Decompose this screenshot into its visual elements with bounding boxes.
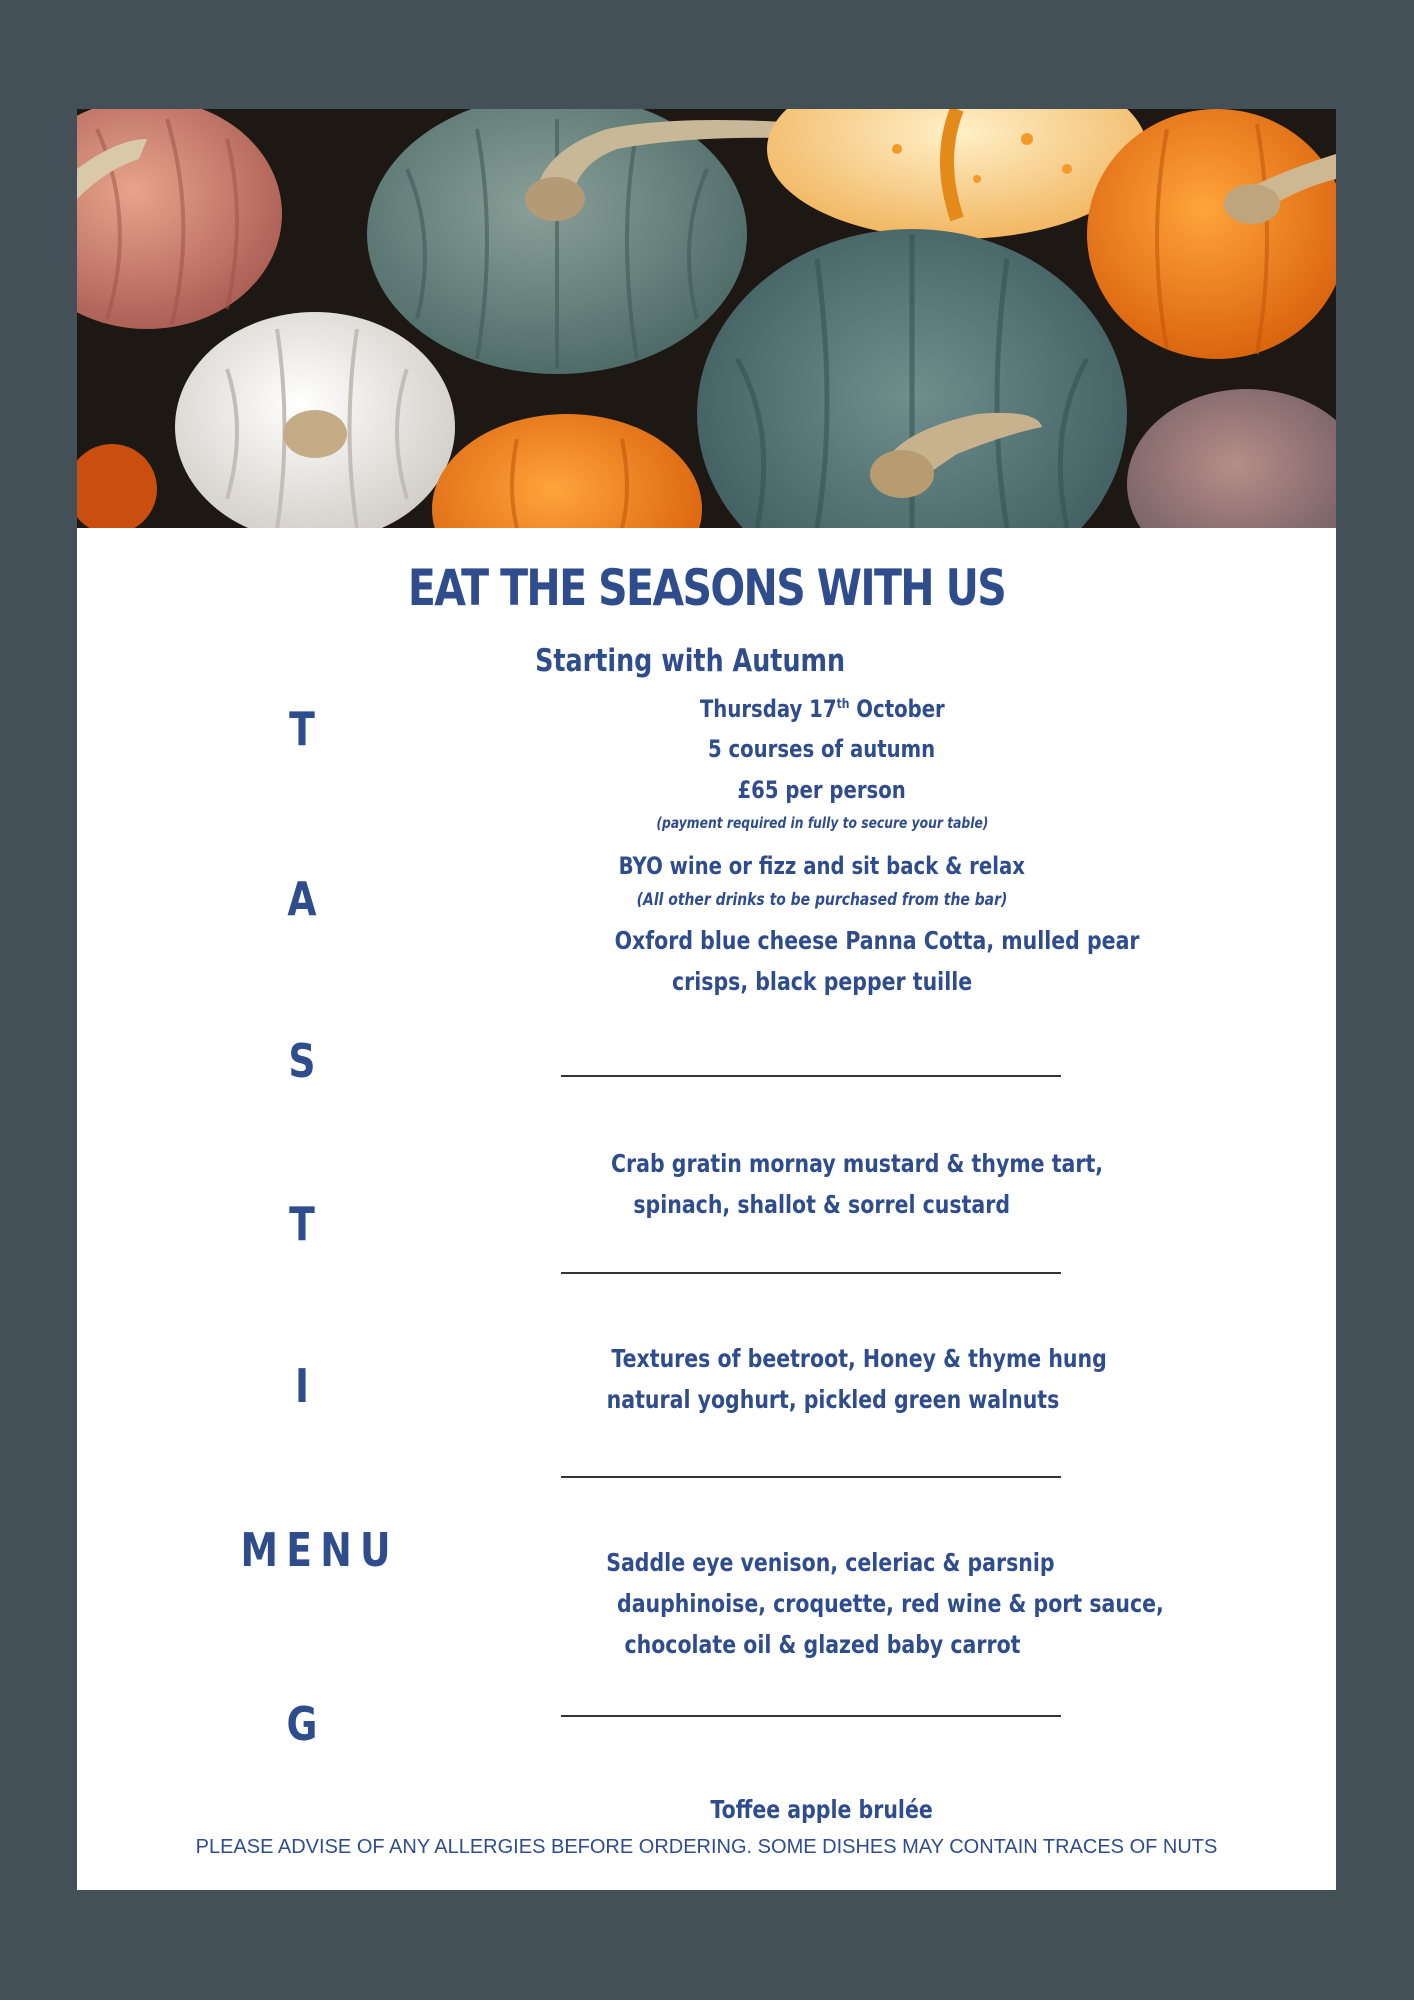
divider <box>561 1715 1061 1717</box>
side-letter-t2: T <box>289 1197 315 1251</box>
event-date: Thursday 17th October <box>699 695 945 723</box>
dish-2: Crab gratin mornay mustard & thyme tart, spinach, shallot & sorrel custard <box>611 1149 1104 1219</box>
dish-1: Oxford blue cheese Panna Cotta, mulled pear crisps, black pepper tuille <box>614 926 1140 996</box>
payment-note: (payment required in fully to secure your table) <box>656 814 988 832</box>
side-letter-i: I <box>294 1359 310 1413</box>
event-price: £65 per person <box>737 776 907 804</box>
dish-4: Saddle eye venison, celeriac & parsnip dauphinoise, croquette, red wine & port sauce, chocolate oil & glazed baby carrot <box>606 1548 1164 1659</box>
divider <box>561 1272 1061 1274</box>
byo-note: BYO wine or fizz and sit back & relax <box>618 852 1026 880</box>
menu-card <box>77 109 1336 1890</box>
divider <box>561 1075 1061 1077</box>
side-letter-t: T <box>289 702 315 756</box>
dish-5: Toffee apple brulée <box>710 1795 934 1824</box>
page-title: EAT THE SEASONS WITH US <box>407 559 1006 617</box>
side-letter-a: A <box>287 872 317 926</box>
side-letter-g: G <box>286 1697 318 1751</box>
side-word-menu: MENU <box>240 1523 399 1577</box>
page-subtitle: Starting with Autumn <box>535 643 846 679</box>
drinks-note: (All other drinks to be purchased from the bar) <box>636 890 1008 910</box>
dish-3: Textures of beetroot, Honey & thyme hung natural yoghurt, pickled green walnuts <box>606 1344 1107 1414</box>
side-letter-s: S <box>288 1034 316 1088</box>
divider <box>561 1476 1061 1478</box>
allergy-footer: PLEASE ADVISE OF ANY ALLERGIES BEFORE ORDERING. SOME DISHES MAY CONTAIN TRACES OF NUTS <box>195 1836 1218 1858</box>
event-courses: 5 courses of autumn <box>708 735 936 763</box>
pumpkins-photo <box>77 109 1336 528</box>
